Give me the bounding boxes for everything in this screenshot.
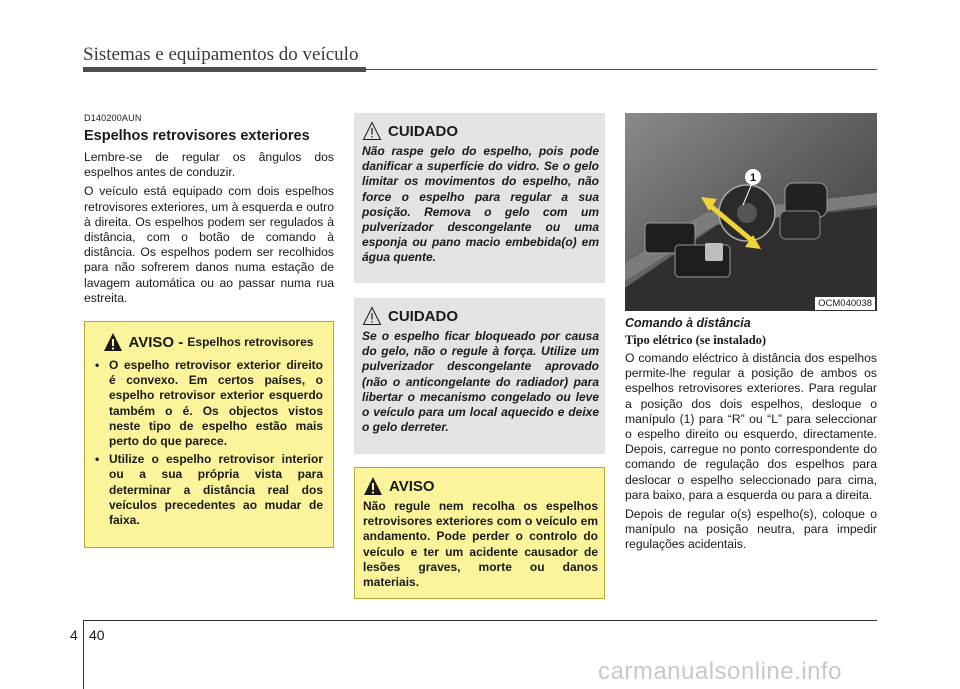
watermark: carmanualsonline.info (598, 658, 842, 685)
paragraph: O veículo está equipado com dois espelhos retrovisores exteriores, um à esquerda e outro à direita. Os espelhos podem ser regulados à distância, com o botão de comando à distância. Os espelhos podem ser recolhidos para não sofrerem danos numa estação de lavagem automática ou ao passar numa rua estreita. (84, 184, 334, 305)
warning-title: AVISO - (128, 333, 188, 351)
paragraph: Lembre-se de regular os ângulos dos espelhos antes de conduzir. (84, 150, 334, 180)
callout-number: 1 (749, 172, 757, 184)
warning-box-driving (354, 467, 605, 599)
chapter-number: 4 (70, 627, 78, 643)
footer-divider (83, 620, 84, 689)
photo-label: OCM040038 (815, 297, 875, 310)
caution-box-1 (354, 113, 605, 283)
paragraph: O comando eléctrico à distância dos espelhos permite-lhe regular a posição de ambos os espelhos retrovisores exteriores. Para regular a posição dos dois espelhos, desloque o manípulo (1) para “R” ou “L” para seleccionar o espelho direito ou esquerdo, directamente. Depois, carregue no ponto correspondente do comando de regulação dos espelhos para deslocar o espelho seleccionado para cima, para baixo, para a esquerda ou para a direita. (625, 351, 877, 502)
section-code: D140200AUN (84, 113, 142, 123)
warning-icon (103, 332, 123, 352)
right-column (625, 316, 877, 557)
subheading: Comando à distância (625, 316, 751, 330)
warning-list (93, 358, 323, 528)
subheading-type: Tipo elétrico (se instalado) (625, 333, 767, 347)
footer-rule (83, 620, 877, 621)
mirror-switch-illustration (625, 113, 877, 311)
caution-icon (362, 306, 382, 326)
paragraph: Depois de regular o(s) espelho(s), coloque o manípulo na posição neutra, para impedir regulações acidentais. (625, 507, 877, 552)
caution-icon (362, 121, 382, 141)
caution-text: Não raspe gelo do espelho, pois pode danificar a superfície do vidro. Se o gelo limitar os movimentos do espelho, não force o espelho para regular a sua posição. Remova o gelo com um pulverizador descongelante ou uma esponja ou pano macio embebida(o) em água quente. (362, 144, 599, 265)
caution-heading (362, 121, 599, 141)
warning-text: Não regule nem recolha os espelhos retrovisores exteriores com o veículo em andamento. Pode perder o controlo do veículo e ter um acidente causador de lesões graves, morte ou danos materiais. (363, 499, 598, 590)
caution-box-2 (354, 298, 605, 454)
warning-icon (363, 476, 383, 496)
caution-title: CUIDADO (388, 307, 458, 325)
caution-heading (362, 306, 599, 326)
caution-title: CUIDADO (388, 122, 458, 140)
page-header-title: Sistemas e equipamentos do veículo (83, 44, 359, 65)
mirror-control-photo (625, 113, 877, 311)
list-item: • Utilize o espelho retrovisor interior ou a sua própria vista para determinar a distância real dos veículos precedentes ao mudar de faixa. (93, 452, 323, 528)
warning-box-mirrors (84, 321, 334, 548)
caution-text: Se o espelho ficar bloqueado por causa do gelo, não o regule à força. Utilize um pulverizador descongelante aprovado (não o anticongelante do radiador) para libertar o mecanismo congelado ou leve o veículo para um local aquecido e deixe o gelo derreter. (362, 329, 599, 435)
warning-heading (363, 476, 598, 496)
list-item: • O espelho retrovisor exterior direito é convexo. Em certos países, o espelho retrovisor exterior esquerdo também o é. Os objectos vistos neste tipo de espelho estão mais perto do que parece. (93, 358, 323, 449)
warning-subtitle: Espelhos retrovisores (187, 335, 314, 349)
section-heading: Espelhos retrovisores exteriores (84, 128, 310, 144)
header-rule (366, 69, 877, 70)
header-bar (83, 67, 366, 72)
left-column (84, 113, 334, 310)
warning-heading (93, 332, 323, 352)
warning-title: AVISO (389, 477, 435, 495)
page-number: 40 (89, 627, 105, 643)
